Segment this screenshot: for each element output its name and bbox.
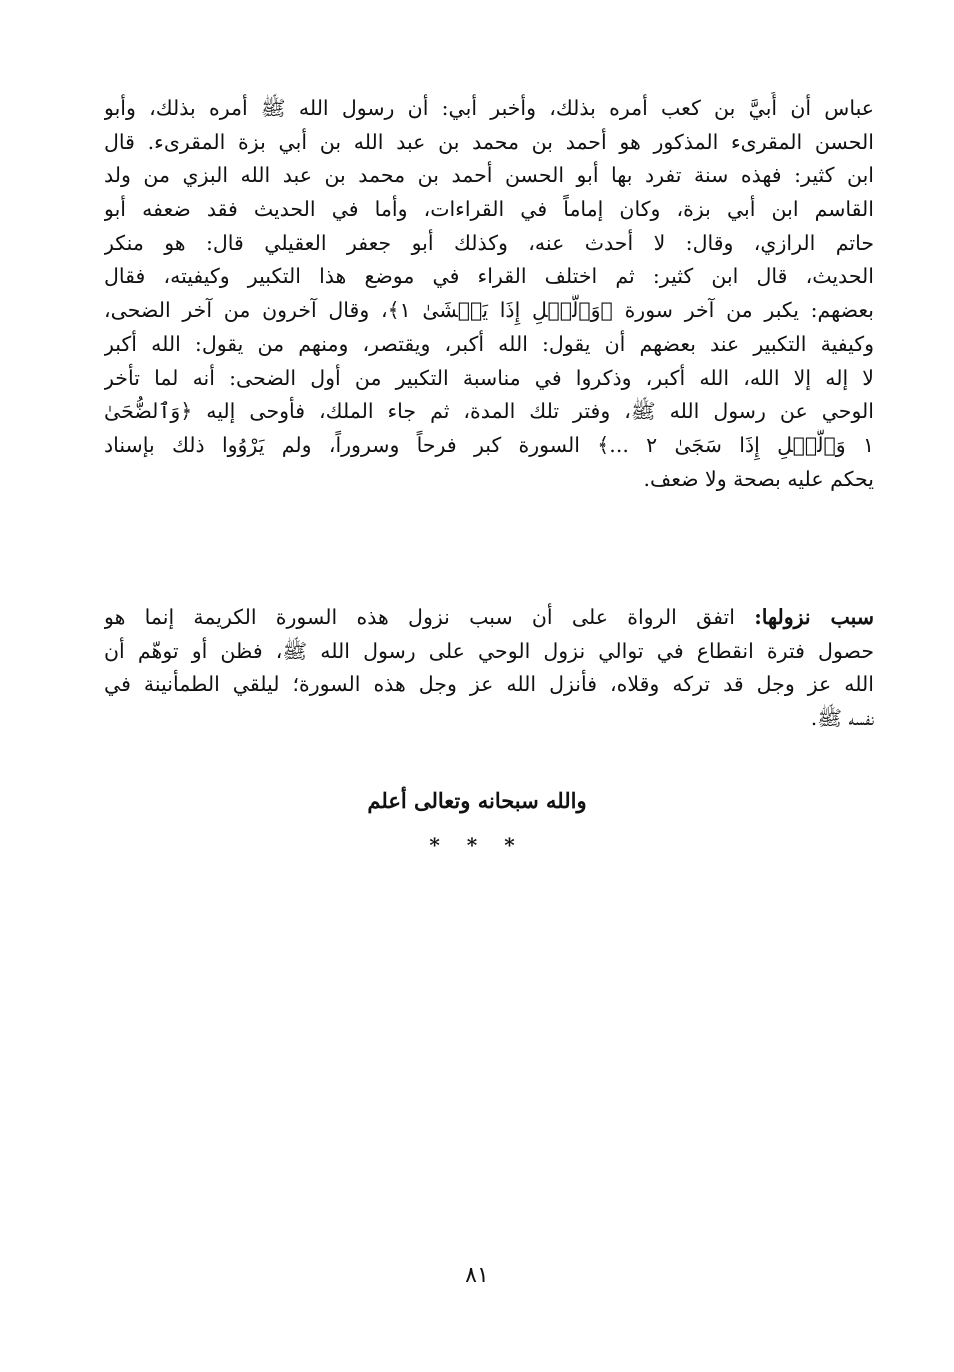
text-span: اتفق الرواة على أن سبب نزول هذه السورة الكريمة إنما هو <box>104 605 755 629</box>
text-line: عباس أن أُبيَّ بن كعب أمره بذلك، وأخبر أبي: أن رسول الله ﷺ أمره بذلك، وأبو <box>104 96 874 120</box>
text-line: لا إله إلا الله، الله أكبر، وذكروا في مناسبة التكبير من أول الضحى: أنه لما تأخر <box>104 365 874 390</box>
text-line: الحديث، قال ابن كثير: ثم اختلف القراء في موضع هذا التكبير وكيفيته، فقال <box>104 264 874 289</box>
text-line: نفسه ﷺ. <box>810 706 874 731</box>
text-line: بعضهم: يكبر من آخر سورة ﴿وَٱلَّيۡلِ إِذَا يَغۡشَىٰ ١﴾، وقال آخرون من آخر الضحى، <box>104 298 874 323</box>
closing-phrase: والله سبحانه وتعالى أعلم <box>367 788 587 813</box>
text-line: الوحي عن رسول الله ﷺ، وفتر تلك المدة، ثم جاء الملك، فأوحى إليه ﴿وَٱلضُّحَىٰ <box>104 399 874 424</box>
section-lead-heading: سبب نزولها: <box>754 605 874 629</box>
paragraph-commentary <box>104 92 874 496</box>
page-number: ٨١ <box>465 1263 489 1288</box>
text-line: وكيفية التكبير عند بعضهم أن يقول: الله أكبر، ويقتصر، ومنهم من يقول: الله أكبر <box>104 331 874 356</box>
text-line: ابن كثير: فهذه سنة تفرد بها أبو الحسن أحمد بن محمد بن عبد الله البزي من ولد <box>104 163 874 188</box>
text-line: يحكم عليه بصحة ولا ضعف. <box>643 466 874 491</box>
text-line: حصول فترة انقطاع في توالي نزول الوحي على رسول الله ﷺ، فظن أو توهّم أن <box>104 638 874 663</box>
section-separator: * * * <box>429 833 525 857</box>
text-line: ١ وَٱلَّيۡلِ إِذَا سَجَىٰ ٢ ...﴾ السورة كبر فرحاً وسروراً، ولم يَرْوُوا ذلك بإسناد <box>104 432 874 457</box>
text-line <box>104 601 874 635</box>
text-line: الله عز وجل قد تركه وقلاه، فأنزل الله عز وجل هذه السورة؛ ليلقي الطمأنينة في <box>104 672 874 697</box>
paragraph-reason-of-revelation <box>104 601 874 736</box>
text-line: الحسن المقرىء المذكور هو أحمد بن محمد بن عبد الله بن أبي بزة المقرىء. قال <box>104 129 874 154</box>
text-line: حاتم الرازي، وقال: لا أحدث عنه، وكذلك أبو جعفر العقيلي قال: هو منكر <box>104 230 874 255</box>
text-line: القاسم ابن أبي بزة، وكان إماماً في القراءات، وأما في الحديث فقد ضعفه أبو <box>104 197 874 222</box>
